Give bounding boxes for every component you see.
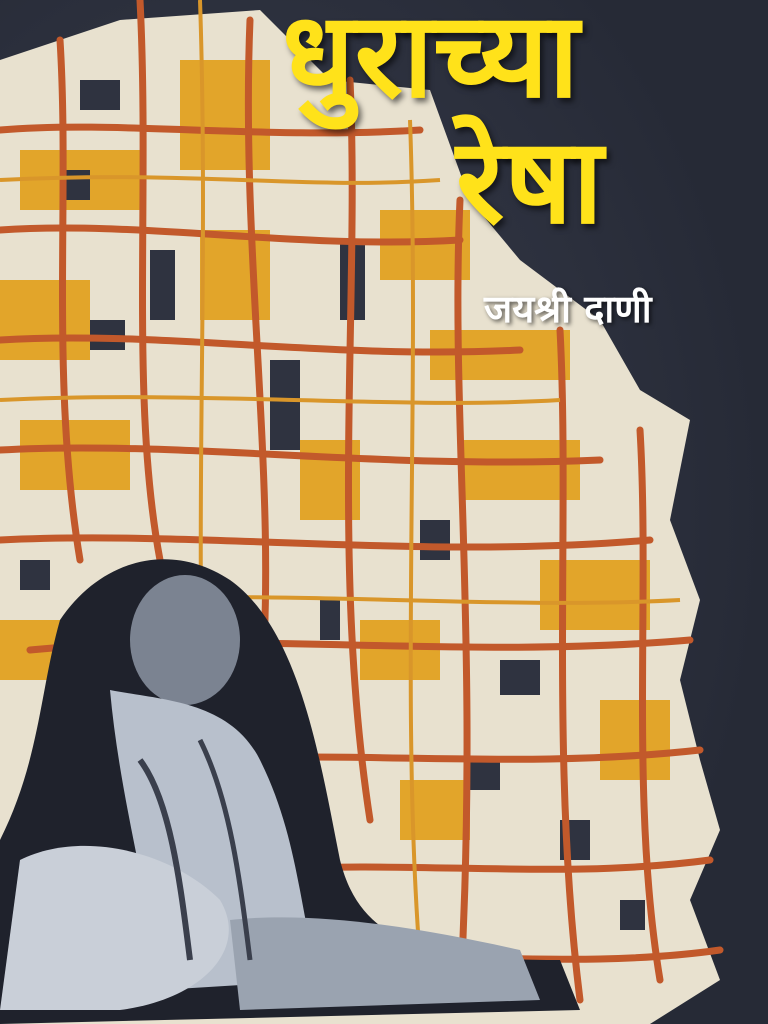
- author-name: जयश्री दाणी: [484, 287, 652, 331]
- book-title-line-1: धुराच्या: [282, 0, 580, 124]
- book-title-line-2: रेषा: [456, 112, 604, 250]
